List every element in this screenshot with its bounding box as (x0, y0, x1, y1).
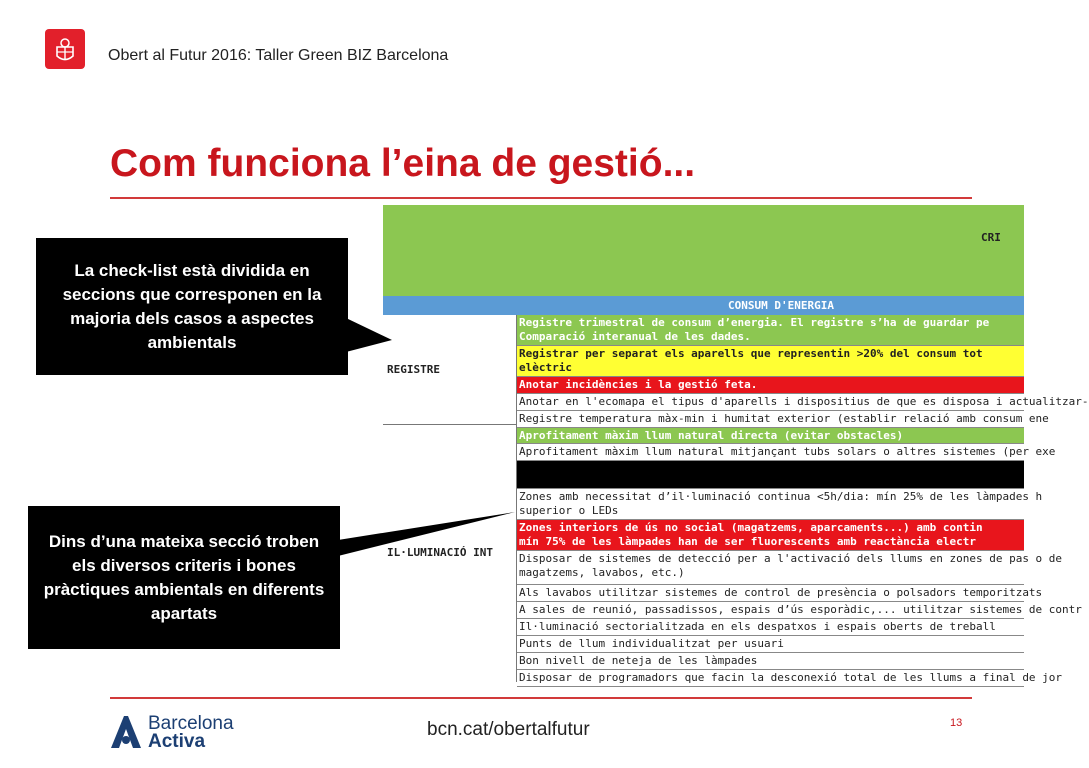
category-registre: REGISTRE (387, 363, 440, 376)
row-text: Disposar de sistemes de detecció per a l'activació dels llums en zones de pas o de (519, 552, 1063, 565)
section-header-label: CONSUM D'ENERGIA (728, 299, 834, 312)
row-text-continued: magatzems, lavabos, etc.) (519, 566, 685, 579)
footer-url[interactable]: bcn.cat/obertalfutur (427, 719, 590, 740)
row-text: Als lavabos utilitzar sistemes de control de presència o polsadors temporitzats (519, 586, 1043, 599)
callout-1-pointer (346, 318, 392, 352)
callout-sections (36, 238, 348, 375)
row-text-continued: superior o LEDs (519, 504, 619, 517)
row-text: A sales de reunió, passadissos, espais d’ús esporàdic,... utilitzar sistemes de contr (519, 603, 1082, 616)
row-text: Registrar per separat els aparells que representin >20% del consum tot (519, 347, 983, 360)
row-text: Bon nivell de neteja de les làmpades (519, 654, 758, 667)
row-text: Aprofitament màxim llum natural directa (evitar obstacles) (519, 429, 904, 442)
callout-criteria (28, 506, 340, 649)
callout-2-pointer (338, 512, 515, 556)
category-illuminacio: IL·LUMINACIÓ INT (387, 546, 493, 559)
callout-sections-text: La check-list està dividida en seccions que corresponen en la majoria dels casos a aspectes ambientals (62, 260, 322, 352)
row-text: Registre trimestral de consum d’energia. El registre s’ha de guardar pe (519, 316, 990, 329)
row-text: Anotar en l'ecomapa el tipus d'aparells i dispositius de que es disposa i actualitzar- (519, 395, 1089, 408)
event-title: Obert al Futur 2016: Taller Green BIZ Barcelona (108, 47, 449, 64)
brand-name-line2: Activa (148, 731, 206, 752)
row-text: Zones interiors de ús no social (magatzems, aparcaments...) amb contin (519, 521, 983, 534)
row-text: Disposar de programadors que facin la desconexió total de les llums a final de jor (519, 671, 1063, 684)
row-text: Registre temperatura màx-min i humitat exterior (establir relació amb consum ene (519, 412, 1049, 425)
row-text: Punts de llum individualitzat per usuari (519, 637, 784, 650)
row-text-continued: Comparació interanual de les dades. (519, 330, 751, 343)
row-text-continued: elèctric (519, 361, 572, 374)
row-text-continued: mín 75% de les làmpades han de ser fluorescents amb reactància electr (519, 535, 976, 548)
criteria-header-label: CRI (981, 231, 1001, 244)
footer-divider (110, 697, 972, 699)
callout-criteria-text: Dins d’una mateixa secció troben els diversos criteris i bones pràctiques ambientals en diferents apartats (43, 531, 325, 623)
page-number: 13 (950, 717, 963, 729)
row-text: Zones amb necessitat d’il·luminació continua <5h/dia: mín 25% de les làmpades h (519, 490, 1043, 503)
slide-title: Com funciona l’eina de gestió... (110, 142, 696, 185)
row-text: Anotar incidències i la gestió feta. (519, 378, 758, 391)
row-text: Aprofitament màxim llum natural mitjançant tubs solars o altres sistemes (per exe (519, 445, 1056, 458)
row-text: Il·luminació sectorialitzada en els despatxos i espais oberts de treball (519, 620, 996, 633)
brand-name-line1: Barcelona (148, 713, 234, 734)
barcelona-activa-a-icon (107, 713, 145, 751)
